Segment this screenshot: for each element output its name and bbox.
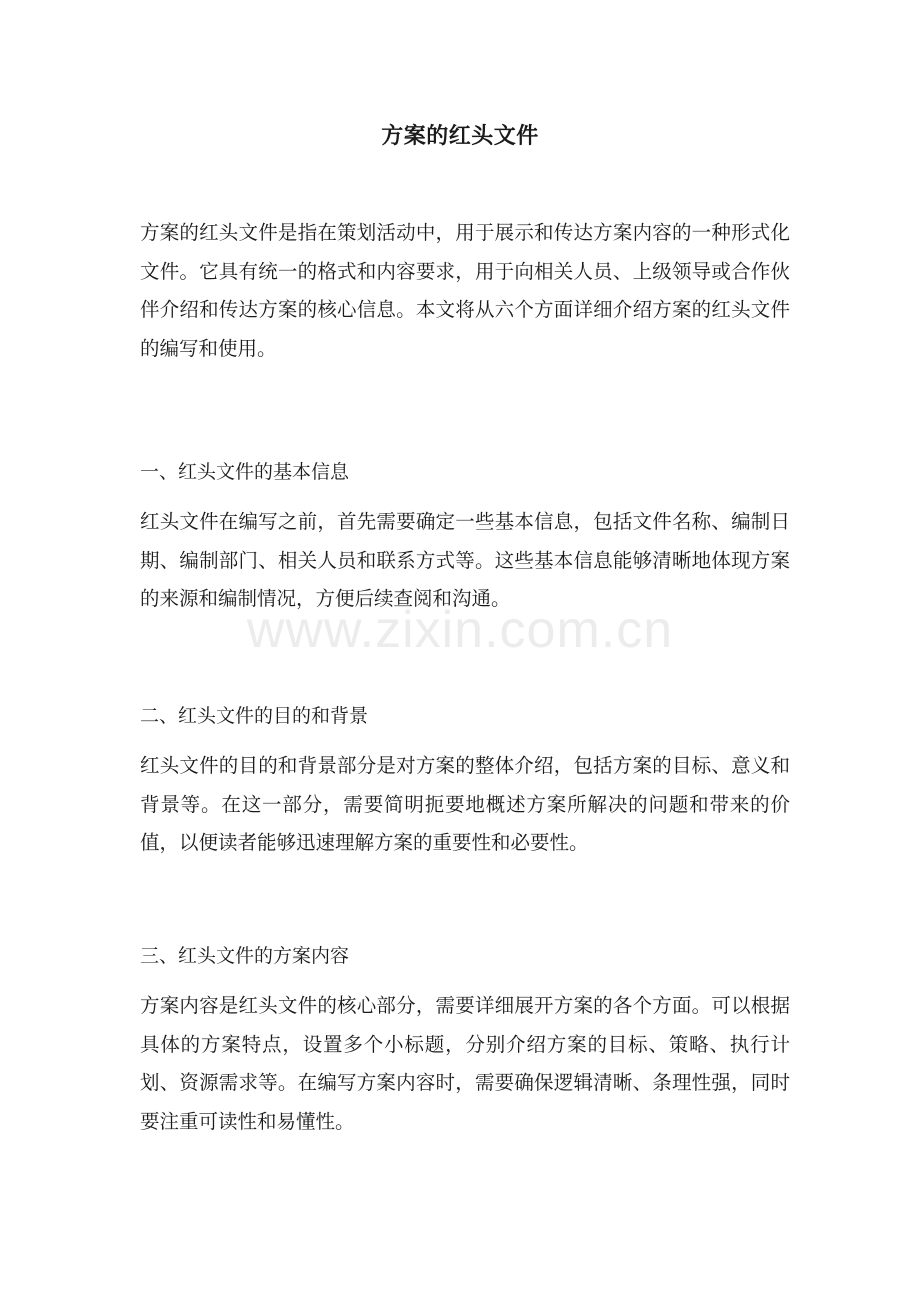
document-title: 方案的红头文件: [381, 123, 539, 149]
section-heading: 二、红头文件的目的和背景: [140, 705, 369, 727]
section-3: [140, 937, 790, 1141]
section-heading: 一、红头文件的基本信息: [140, 461, 350, 483]
intro-block: [140, 214, 790, 368]
intro-paragraph: 方案的红头文件是指在策划活动中，用于展示和传达方案内容的一种形式化文件。它具有统一的格式和内容要求，用于向相关人员、上级领导或合作伙伴介绍和传达方案的核心信息。本文将从六个方面详细介绍方案的红头文件的编写和使用。: [140, 221, 790, 360]
section-1: [140, 453, 790, 619]
watermark: www.zixin.com.cn: [246, 601, 674, 659]
section-paragraph: 方案内容是红头文件的核心部分，需要详细展开方案的各个方面。可以根据具体的方案特点，设置多个小标题，分别介绍方案的目标、策略、执行计划、资源需求等。在编写方案内容时，需要确保逻辑清晰、条理性强，同时要注重可读性和易懂性。: [140, 994, 790, 1133]
section-paragraph: 红头文件的目的和背景部分是对方案的整体介绍，包括方案的目标、意义和背景等。在这一部分，需要简明扼要地概述方案所解决的问题和带来的价值，以便读者能够迅速理解方案的重要性和必要性。: [140, 754, 790, 855]
section-heading: 三、红头文件的方案内容: [140, 945, 350, 967]
section-2: [140, 697, 790, 863]
section-paragraph: 红头文件在编写之前，首先需要确定一些基本信息，包括文件名称、编制日期、编制部门、相关人员和联系方式等。这些基本信息能够清晰地体现方案的来源和编制情况，方便后续查阅和沟通。: [140, 510, 790, 611]
